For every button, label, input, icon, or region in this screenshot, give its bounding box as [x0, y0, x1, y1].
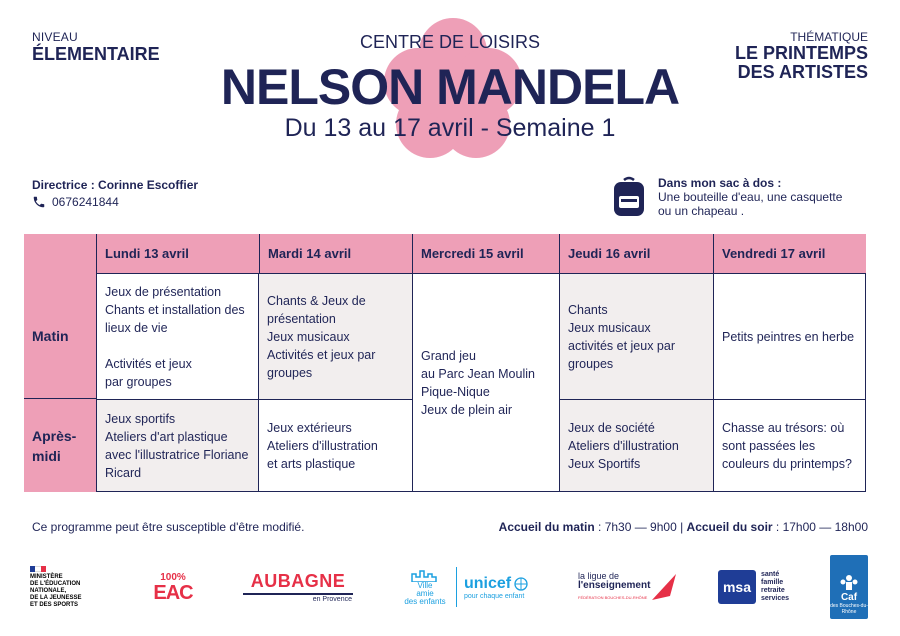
activity-line: présentation	[267, 311, 336, 326]
accueil-soir-hours: : 17h00 — 18h00	[772, 520, 868, 534]
activity-line: sont passées les	[722, 438, 816, 453]
theme-label: THÉMATIQUE	[790, 30, 868, 44]
row-header-line: midi	[32, 447, 61, 464]
ligue-line-3: FÉDÉRATION BOUCHES-DU-RHÔNE	[578, 595, 648, 600]
activity-line: et arts plastique	[267, 456, 356, 471]
ligue-line-2: l'enseignement	[578, 580, 651, 591]
accueil-soir-label: Accueil du soir	[686, 520, 773, 534]
directrice-name: Directrice : Corinne Escoffier	[32, 178, 199, 192]
activity-line: Jeux de plein air	[421, 402, 513, 417]
logo-divider	[456, 552, 458, 622]
activity-line: Jeux Sportifs	[568, 456, 641, 471]
activity-line: activités et jeux par	[568, 338, 675, 353]
activity-line: Chants	[568, 302, 608, 317]
activity-line: avec l'illustratrice Floriane	[105, 447, 249, 462]
ligue-arrow-icon	[650, 570, 680, 604]
directrice-block	[32, 178, 198, 209]
day-header: Vendredi 17 avril	[713, 234, 866, 273]
activity-line: Ricard	[105, 465, 142, 480]
ministere-line: ET DES SPORTS	[30, 601, 79, 608]
globe-icon	[514, 577, 528, 591]
row-header-line: Après-	[32, 427, 77, 444]
msa-line: famille	[761, 579, 784, 586]
caf-logo	[830, 552, 870, 622]
ligue-logo	[578, 552, 688, 622]
activity-line: Ateliers d'art plastique	[105, 429, 228, 444]
activity-line: Activités et jeux	[105, 356, 192, 371]
aubagne-text: AUBAGNE	[250, 571, 346, 591]
activity-line: par groupes	[105, 374, 172, 389]
accueil-matin-hours: : 7h30 — 9h00 |	[594, 520, 687, 534]
niveau-label: NIVEAU	[32, 30, 78, 44]
accueil-matin-label: Accueil du matin	[498, 520, 595, 534]
activity-line: Jeux de société	[568, 420, 655, 435]
caf-text: Caf	[840, 592, 858, 603]
partner-logos	[30, 552, 870, 622]
caf-family-icon	[839, 572, 859, 592]
ministere-line: DE LA JEUNESSE	[30, 594, 82, 601]
row-header-apresmidi	[24, 399, 96, 492]
modification-note: Ce programme peut être susceptible d'être modifié.	[32, 520, 305, 534]
cell-vendredi-apresmidi	[713, 399, 866, 492]
cell-jeudi-matin	[559, 273, 714, 400]
aubagne-rule	[243, 593, 353, 595]
unicef-text: unicef	[464, 574, 512, 592]
activity-line: Jeux musicaux	[267, 329, 350, 344]
centre-name: NELSON MANDELA	[220, 59, 680, 115]
ministere-line: DE L'ÉDUCATION	[30, 580, 81, 587]
activity-line: Ateliers d'illustration	[267, 438, 378, 453]
aubagne-sub: en Provence	[312, 596, 352, 603]
msa-logo	[718, 552, 808, 622]
program-table	[24, 234, 866, 492]
cell-lundi-matin	[96, 273, 259, 400]
activity-line: Chants et installation des	[105, 302, 245, 317]
activity-line: Jeux sportifs	[105, 411, 176, 426]
cell-mardi-apresmidi	[258, 399, 413, 492]
msa-mark: msa	[718, 570, 756, 604]
day-header: Jeudi 16 avril	[559, 234, 713, 273]
activity-line: groupes	[568, 356, 614, 371]
activity-line: Petits peintres en herbe	[722, 329, 855, 344]
ville-amie-logo	[400, 552, 450, 622]
sac-block	[612, 176, 842, 218]
ville-amie-line: des enfants	[404, 597, 446, 606]
activity-line: couleurs du printemps?	[722, 456, 852, 471]
ministere-line: NATIONALE,	[30, 587, 67, 594]
activity-line: lieux de vie	[105, 320, 168, 335]
cell-mercredi	[412, 273, 560, 492]
sac-line-2: ou un chapeau .	[658, 204, 745, 218]
sac-line-1: Une bouteille d'eau, une casquette	[658, 190, 843, 204]
cell-vendredi-matin	[713, 273, 866, 400]
msa-line: retraite	[761, 587, 785, 594]
ligue-line-1: la ligue de	[578, 571, 620, 581]
cell-jeudi-apresmidi	[559, 399, 714, 492]
msa-line: services	[761, 595, 790, 602]
centre-label: CENTRE DE LOISIRS	[359, 32, 541, 52]
niveau-value: ÉLEMENTAIRE	[32, 44, 160, 64]
castle-icon	[410, 568, 440, 582]
phone-number: 0676241844	[52, 195, 119, 209]
eac-logo	[148, 552, 198, 622]
cell-lundi-apresmidi	[96, 399, 259, 492]
accueil-hours	[499, 520, 868, 534]
ministere-line: MINISTÈRE	[30, 573, 63, 580]
row-header-matin: Matin	[24, 273, 96, 399]
caf-sub: des Bouches-du-Rhône	[830, 603, 868, 615]
activity-line: Activités et jeux par	[267, 347, 376, 362]
eac-top: 100%	[160, 571, 186, 583]
theme-line-2: DES ARTISTES	[737, 62, 868, 82]
backpack-icon	[612, 176, 646, 218]
table-corner	[24, 234, 96, 273]
day-header: Mercredi 15 avril	[412, 234, 559, 273]
ville-amie-line: Ville	[417, 581, 433, 590]
unicef-sub: pour chaque enfant	[464, 592, 525, 600]
dates-title: Du 13 au 17 avril - Semaine 1	[284, 114, 616, 142]
activity-line: Chasse au trésors: où	[722, 420, 845, 435]
activity-line: Pique-Nique	[421, 384, 490, 399]
cell-mardi-matin	[258, 273, 413, 400]
day-header: Mardi 14 avril	[259, 234, 412, 273]
day-header: Lundi 13 avril	[96, 234, 259, 273]
activity-line: Grand jeu	[421, 348, 476, 363]
ministere-logo	[30, 552, 110, 622]
activity-line: groupes	[267, 365, 313, 380]
activity-line: Chants & Jeux de	[267, 293, 366, 308]
activity-line: au Parc Jean Moulin	[421, 366, 535, 381]
unicef-logo	[464, 552, 544, 622]
eac-text: EAC	[153, 581, 193, 604]
phone-icon	[32, 195, 46, 209]
theme-block	[735, 30, 868, 82]
msa-line: santé	[761, 571, 780, 578]
french-flag-icon	[30, 566, 46, 572]
activity-line: Ateliers d'illustration	[568, 438, 679, 453]
ville-amie-line: amie	[416, 589, 434, 598]
activity-line: Jeux musicaux	[568, 320, 651, 335]
aubagne-logo	[238, 552, 358, 622]
theme-line-1: LE PRINTEMPS	[734, 43, 868, 63]
sac-title: Dans mon sac à dos :	[658, 176, 782, 190]
activity-line: Jeux extérieurs	[267, 420, 352, 435]
activity-line: Jeux de présentation	[105, 284, 222, 299]
